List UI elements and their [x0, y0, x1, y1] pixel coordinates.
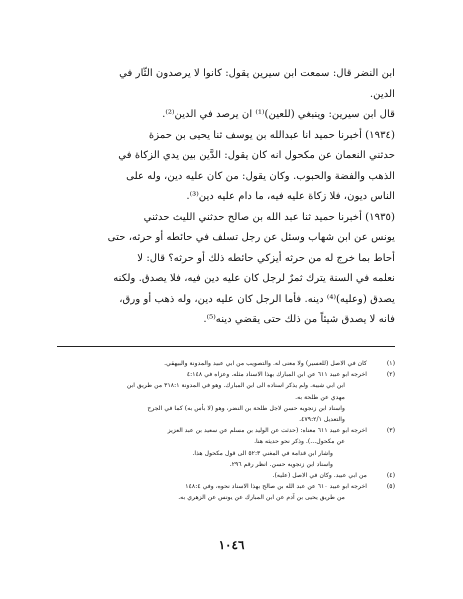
footnote: [57, 481, 395, 492]
footnote: [57, 358, 395, 369]
text-line: الناس ديون، فلا زكاة عليه فيه، ما دام عليه دين⁽³⁾.: [186, 191, 395, 202]
footnote-number: [373, 414, 395, 425]
footnote-number: (٢): [386, 371, 395, 379]
footnote-continuation: [57, 403, 395, 414]
footnote-divider: [57, 346, 395, 347]
footnote-text: من طريق يحيى بن آدم عن ابن المبارك عن يونس عن الزهري به.: [178, 494, 345, 502]
text-line: الدين.: [369, 88, 395, 100]
page-number: ١٠٤٦: [218, 538, 245, 552]
footnote: [57, 425, 395, 436]
footnote-continuation: [57, 380, 395, 391]
footnote: [57, 470, 395, 481]
footnote-number: [373, 448, 395, 459]
footnote-number: [373, 392, 395, 403]
footnote-text: كان في الاصل (للعسير) ولا معنى له. والتصويب من ابي عبيد والمدونة والبيهقي.: [164, 360, 367, 367]
footnote-text: من ابي عبيد. وكان في الاصل (عليه).: [272, 472, 367, 480]
footnote-number: [373, 403, 395, 414]
footnote-text: واشار ابن قدامة في المغني ٥٢:٣ الى قول مكحول هذا.: [192, 449, 333, 457]
footnote-continuation: [57, 436, 395, 447]
text-line: يصدق (وعليه)⁽⁴⁾ دينه. فأما الرجل كان عليه دين، وله ذهب أو ورق،: [119, 293, 395, 305]
hadith-1935-line: (١٩٣٥) أخبرنا حميد ثنا عبد الله بن صالح حدثني الليث حدثني: [143, 211, 395, 223]
text-line: فانه لا يصدق شيئاً من ذلك حتى يقضي دينه⁽⁵⁾.: [203, 314, 395, 325]
footnote-continuation: [57, 448, 395, 459]
footnote-text: ابن ابي شيبة. ولم يذكر اسناده الى ابن المبارك. وهو في المدونة ٣١٨:١ من طريق ابن: [126, 382, 345, 390]
text-line: قال ابن سيرين: وينبغي (للعين)⁽¹⁾ ان يرصد في الدين⁽²⁾.: [162, 109, 395, 120]
footnote-number: (٥): [386, 483, 395, 491]
text-line: نعلمه في السنة يترك ثمرٌ لرجل كان عليه دين فيه، فلا يصدق. ولكنه: [113, 273, 395, 284]
footnote-number: (٣): [386, 427, 395, 435]
footnote-number: [373, 492, 395, 503]
footnote-continuation: [57, 492, 395, 503]
footnote-text: والتعديل ٤٧٩:٢/١.: [299, 416, 345, 424]
text-line: الذهب والفضة والحبوب. وكان يقول: من كان عليه دين، وله على: [126, 170, 395, 182]
text-line: يونس عن ابن شهاب وسئل عن رجل تسلف في حائطه أو حرثه، حتى: [107, 232, 395, 243]
text-line: حدثني النعمان عن مكحول انه كان يقول: الدَّين بين يدي الزكاة في: [118, 150, 395, 161]
footnote-text: اخرجه ابو عبيد ٦١٠ عن عبد الله بن صالح بهذا الاسناد نحوه، وفي ١٤٨:٤: [185, 483, 367, 491]
footnote-text: واسناد ابن زنجويه حسن. انظر رقم ٢٩٦.: [229, 460, 333, 468]
main-text: [57, 64, 395, 331]
footnote-continuation: [57, 459, 395, 470]
footnote-text: مهدي عن طلحة به.: [295, 393, 345, 401]
footnote-continuation: [57, 392, 395, 403]
footnote-text: اخرجه ابو عبيد ٦١١ معناه: (حدثت عن الوليد بن مسلم عن سعيد بن عبد العزيز: [167, 427, 367, 435]
footnote-number: (٤): [386, 472, 395, 480]
footnote-number: (١): [386, 360, 395, 367]
footnote-number: [373, 436, 395, 447]
footnote-continuation: [57, 414, 395, 425]
footnote: [57, 369, 395, 380]
footnote-text: واسناد ابن زنجويه حسن لاجل طلحة بن النضر، وهو (لا بأس به) كما في الجرح: [147, 404, 345, 412]
hadith-1934-line: (١٩٣٤) أخبرنا حميد انا عبدالله بن يوسف ثنا يحيى بن حمزة: [148, 129, 395, 141]
footnote-text: اخرجه ابو عبيد ٦١١ عن ابن المبارك بهذا الاسناد مثله. وعزاه في ٤:١٤٨: [186, 371, 367, 379]
text-line: أحاط بما خرج له من حرثه أيزكي حائطه ذلك أو حرثه؟ قال: لا: [137, 252, 395, 264]
text-line: ابن النضر قال: سمعت ابن سيرين يقول: كانوا لا يرصدون الثّار في: [119, 68, 395, 79]
footnote-text: عن مكحول...). وذكر نحو حديثه هنا.: [254, 438, 345, 446]
footnote-number: [373, 459, 395, 470]
footnotes: [57, 358, 395, 504]
footnote-number: [373, 380, 395, 391]
